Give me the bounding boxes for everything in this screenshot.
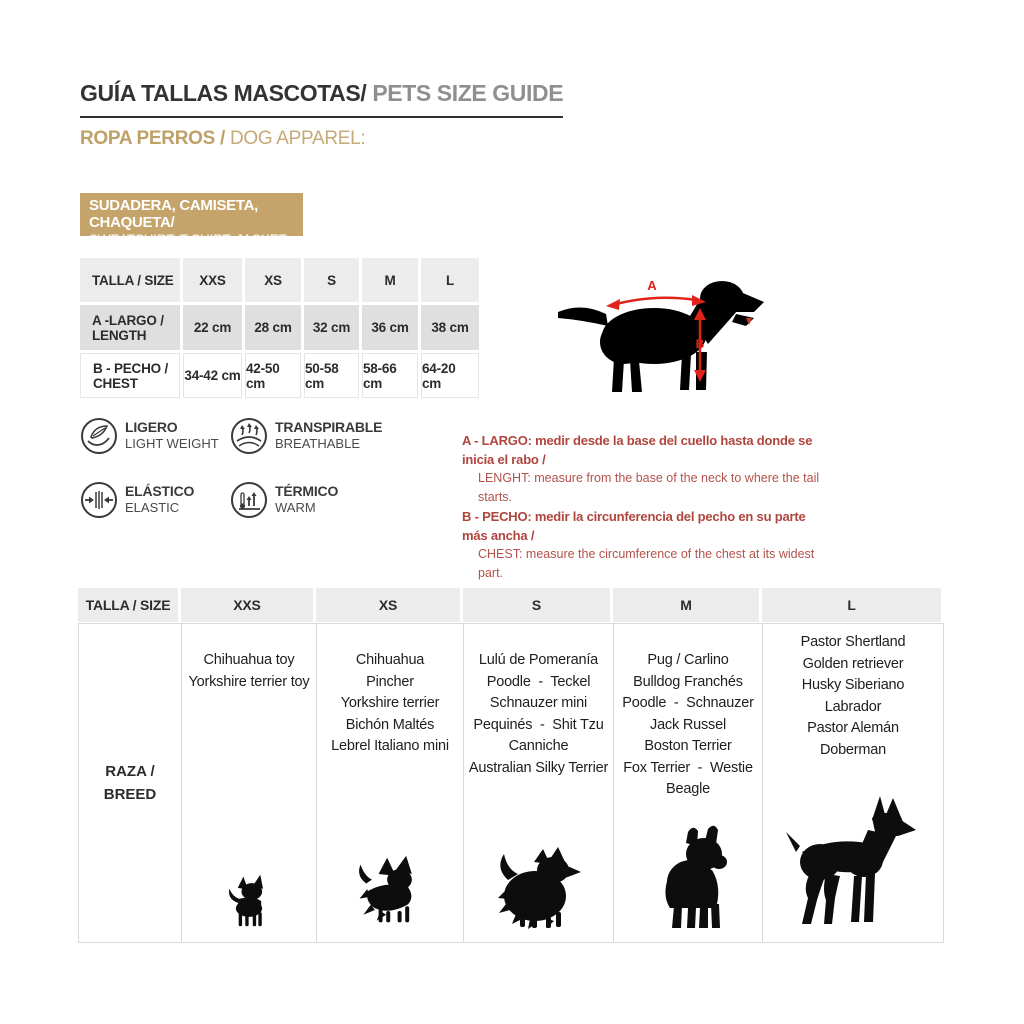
breed-item: Jack Russel <box>650 716 726 733</box>
category-line-en: SWEATSHIRT, T-SHIRT, JACKET <box>89 232 287 247</box>
breed-header-cell: TALLA / SIZE <box>78 588 178 622</box>
breed-column-m <box>614 624 763 942</box>
length-value: 22 cm <box>183 305 242 350</box>
breed-header-cell: L <box>762 588 941 622</box>
breed-list-xxs <box>182 650 316 693</box>
size-table-header-cell: M <box>362 258 418 302</box>
feature-warm <box>230 481 450 519</box>
size-table-header-cell: S <box>304 258 359 302</box>
garment-category-box <box>80 193 303 247</box>
feather-hand-icon <box>80 417 118 455</box>
dog-silhouette-french-bulldog <box>636 824 740 930</box>
breed-label: BREED <box>103 786 157 803</box>
size-table-header-cell: TALLA / SIZE <box>80 258 180 302</box>
breed-item: Chihuahua toy <box>203 652 295 668</box>
page-title <box>80 80 563 118</box>
measurement-notes <box>462 431 822 583</box>
breed-item: Fox Terrier - Westie <box>623 759 753 776</box>
feature-label-es: ELÁSTICO <box>125 483 195 499</box>
length-value: 32 cm <box>304 305 359 350</box>
breed-item: Doberman <box>819 741 887 758</box>
chest-value: 50-58 cm <box>304 353 359 398</box>
feature-label-es: TRANSPIRABLE <box>275 419 383 435</box>
feature-elastic <box>80 481 230 519</box>
dog-silhouette-doberman <box>774 794 932 930</box>
breed-item: Australian Silky Terrier <box>468 759 609 776</box>
category-line-es: SUDADERA, CAMISETA, CHAQUETA/ <box>89 197 259 231</box>
note-b-es: B - PECHO: medir la circunferencia del pecho en su parte más ancha / <box>462 509 806 543</box>
breed-item: Pastor Shertland <box>800 634 906 650</box>
arrow-b-label: B <box>695 337 705 351</box>
labrador-silhouette-icon <box>550 268 768 396</box>
feature-label-en: WARM <box>275 500 316 515</box>
breed-row-label <box>79 624 182 942</box>
breed-item: Pastor Alemán <box>807 720 899 736</box>
note-a-es: A - LARGO: medir desde la base del cuello hasta donde se inicia el rabo / <box>462 433 813 467</box>
breed-item: Poodle - Schnauzer <box>622 695 754 711</box>
feature-label-en: ELASTIC <box>125 500 180 515</box>
subtitle-es: ROPA PERROS / <box>80 128 230 149</box>
breed-item: Golden retriever <box>802 655 904 672</box>
breed-item: Beagle <box>666 781 710 797</box>
note-a-en: LENGHT: measure from the base of the neck to where the tail starts. <box>478 471 820 504</box>
breed-header-cell: M <box>613 588 759 622</box>
page-title-en: PETS SIZE GUIDE <box>366 80 564 106</box>
breed-item: Pequinés - Shit Tzu <box>473 716 604 733</box>
length-value: 38 cm <box>421 305 479 350</box>
breed-column-l <box>763 624 943 942</box>
length-row-label: A -LARGO / LENGTH <box>80 305 180 350</box>
breed-list-s <box>464 650 613 779</box>
dog-silhouette-chihuahua <box>217 870 281 930</box>
breed-item: Bichón Maltés <box>345 716 435 733</box>
thermometer-icon <box>230 481 268 519</box>
breed-item: Yorkshire terrier toy <box>188 673 310 690</box>
note-b-en: CHEST: measure the circumference of the chest at its widest part. <box>478 547 815 580</box>
size-table-header-cell: XS <box>245 258 301 302</box>
breed-header-cell: XS <box>316 588 460 622</box>
dog-measurement-diagram <box>550 268 768 401</box>
breed-item: Chihuahua <box>355 652 425 668</box>
garment-features <box>80 417 450 519</box>
feature-label-es: TÉRMICO <box>275 483 339 499</box>
breed-item: Yorkshire terrier <box>340 695 440 711</box>
breed-item: Pug / Carlino <box>647 652 729 668</box>
chest-value: 58-66 cm <box>362 353 418 398</box>
raza-label: RAZA / <box>105 763 155 780</box>
chest-row-label: B - PECHO / CHEST <box>80 353 180 398</box>
breed-item: Canniche <box>508 738 569 754</box>
chest-value: 34-42 cm <box>183 353 242 398</box>
breathable-icon <box>230 417 268 455</box>
length-value: 36 cm <box>362 305 418 350</box>
breed-column-s <box>464 624 614 942</box>
breed-item: Boston Terrier <box>644 738 732 754</box>
breed-table-body <box>78 623 944 943</box>
size-table-header-cell: L <box>421 258 479 302</box>
feature-label-en: LIGHT WEIGHT <box>125 436 219 451</box>
breed-item: Poodle - Teckel <box>486 673 591 690</box>
page-title-es: GUÍA TALLAS MASCOTAS/ <box>80 80 367 106</box>
breed-column-xs <box>317 624 464 942</box>
breed-item: Lebrel Italiano mini <box>331 738 449 754</box>
breed-item: Schnauzer mini <box>489 695 588 711</box>
size-measurements-table <box>80 258 479 398</box>
size-table-header-cell: XXS <box>183 258 242 302</box>
breed-header-cell: S <box>463 588 610 622</box>
elastic-icon <box>80 481 118 519</box>
breed-list-xs <box>317 650 463 758</box>
dog-silhouette-pomeranian <box>490 842 588 930</box>
breed-item: Lulú de Pomeranía <box>478 652 599 668</box>
arrow-a-label: A <box>647 278 657 293</box>
breed-list-l <box>763 632 943 761</box>
length-value: 28 cm <box>245 305 301 350</box>
breed-column-xxs <box>182 624 317 942</box>
breed-table-header <box>78 588 941 622</box>
dog-silhouette-long-haired-chihuahua <box>350 854 430 930</box>
feature-label-en: BREATHABLE <box>275 436 361 451</box>
feature-label-es: LIGERO <box>125 419 178 435</box>
feature-lightweight <box>80 417 230 455</box>
breed-item: Husky Siberiano <box>801 677 905 693</box>
breed-item: Bulldog Franchés <box>633 673 743 690</box>
breed-item: Pincher <box>366 673 414 690</box>
section-subtitle <box>80 128 365 150</box>
breed-header-cell: XXS <box>181 588 313 622</box>
breed-item: Labrador <box>824 698 882 715</box>
breed-list-m <box>614 650 762 801</box>
feature-breathable <box>230 417 450 455</box>
chest-value: 42-50 cm <box>245 353 301 398</box>
subtitle-en: DOG APPAREL: <box>229 128 366 149</box>
chest-value: 64-20 cm <box>421 353 479 398</box>
